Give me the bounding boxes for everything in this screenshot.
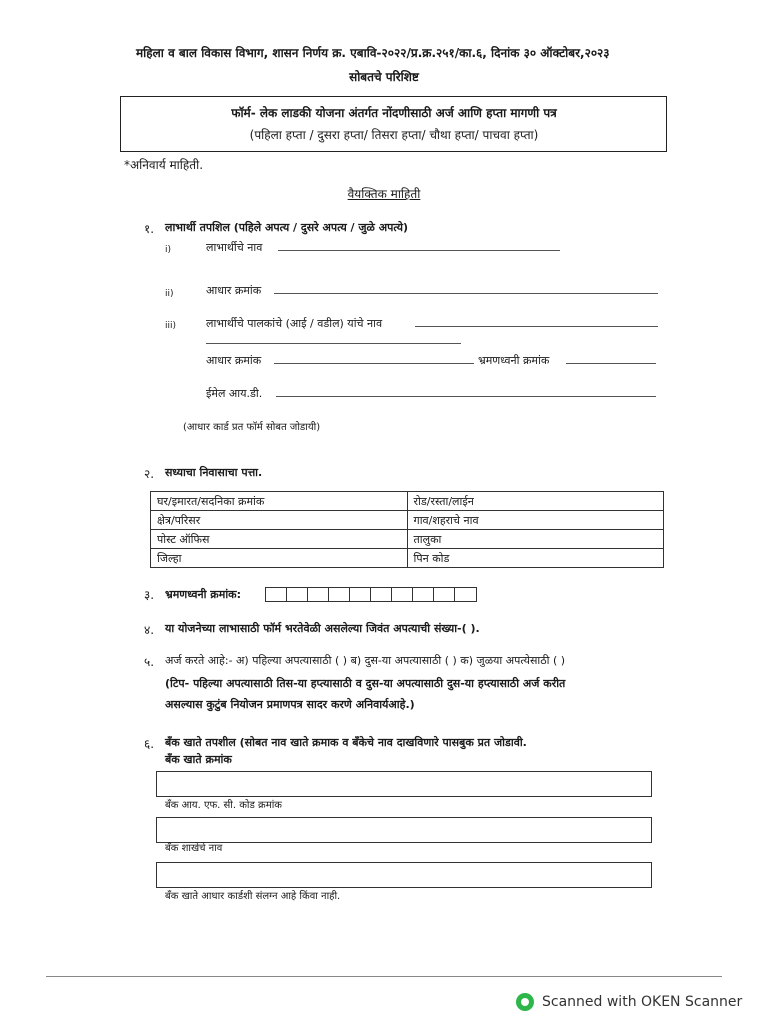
beneficiary-name-line[interactable] (278, 250, 560, 251)
item-marker: i) (165, 245, 172, 255)
installment-options: (पहिला हप्ता / दुसरा हप्ता/ तिसरा हप्ता/ चौथा हप्ता/ पाचवा हप्ता) (249, 128, 539, 142)
section6-title: बँक खाते तपशील (सोबत नाव खाते क्रमाक व बँकेचे नाव दाखविणारे पासबुक प्रत जोडावी. (165, 736, 527, 749)
mobile-digit-box[interactable] (412, 587, 435, 602)
table-row (151, 530, 664, 549)
email-label: ईमेल आय.डी. (206, 387, 263, 400)
address-cell[interactable]: पिन कोड (407, 549, 664, 568)
table-row (151, 492, 664, 511)
mobile-digit-box[interactable] (307, 587, 330, 602)
section-heading: वैयक्तिक माहिती (347, 187, 421, 201)
section5-line1: अर्ज करते आहे:- अ) पहिल्या अपत्यासाठी ( ) ब) दुस-या अपत्यासाठी ( ) क) जुळया अपत्येसाठी ( ) (165, 654, 566, 667)
table-row (151, 511, 664, 530)
bottom-divider (46, 976, 722, 977)
address-cell[interactable]: रोड/रस्ता/लाईन (407, 492, 664, 511)
scanner-text: Scanned with OKEN Scanner (542, 994, 743, 1010)
mobile-digit-box[interactable] (328, 587, 351, 602)
mobile-digit-box[interactable] (433, 587, 456, 602)
mobile-line[interactable] (566, 363, 656, 364)
parent-name-line-2[interactable] (206, 343, 461, 344)
section1-title: लाभार्थी तपशिल (पहिले अपत्य / दुसरे अपत्य / जुळे अपत्ये) (165, 221, 408, 234)
address-cell[interactable]: जिल्हा (151, 549, 408, 568)
address-cell[interactable]: तालुका (407, 530, 664, 549)
section6-number: ६. (144, 737, 155, 751)
section4-number: ४. (144, 623, 155, 637)
mobile-digit-box[interactable] (286, 587, 309, 602)
beneficiary-name-label: लाभार्थीचे नाव (206, 241, 263, 254)
address-cell[interactable]: पोस्ट ऑफिस (151, 530, 408, 549)
table-row (151, 549, 664, 568)
form-title: फॉर्म- लेक लाडकी योजना अंतर्गत नोंदणीसाठी अर्ज आणि हप्ता मागणी पत्र (231, 106, 557, 120)
aadhaar-link-label: बँक खाते आधार कार्डशी संलग्न आहे किंवा नाही. (165, 891, 341, 902)
address-cell[interactable]: गाव/शहराचे नाव (407, 511, 664, 530)
bank-account-field[interactable] (156, 771, 652, 797)
aadhaar-line[interactable] (274, 293, 658, 294)
bank-account-label: बँक खाते क्रमांक (165, 753, 232, 766)
section2-number: २. (144, 467, 155, 481)
aadhaar-copy-note: (आधार कार्ड प्रत फॉर्म सोबत जोडायी) (183, 422, 321, 433)
department-header: महिला व बाल विकास विभाग, शासन निर्णय क्र. एबावि-२०२२/प्र.क्र.२५१/का.६, दिनांक ३० ऑक्टोबर,२०२३ (136, 46, 610, 60)
parent-name-label: लाभार्थीचे पालकांचे (आई / वडील) यांचे नाव (206, 317, 383, 330)
address-cell[interactable]: घर/इमारत/सदनिका क्रमांक (151, 492, 408, 511)
scanner-logo-icon (516, 993, 534, 1011)
section5-note-line1: (टिप- पहिल्या अपत्यासाठी तिस-या हप्त्यासाठी व दुस-या अपत्यासाठी दुस-या हप्त्यासाठी अर्ज करीत (165, 677, 566, 690)
parent-name-line[interactable] (415, 326, 658, 327)
item-marker: ii) (165, 289, 174, 299)
mobile-digit-box[interactable] (454, 587, 477, 602)
mandatory-note: *अनिवार्य माहिती. (124, 158, 204, 172)
address-table (150, 491, 664, 568)
branch-label: बँक शाखेचे नाव (165, 843, 223, 854)
section1-number: १. (144, 222, 155, 236)
section2-title: सध्याचा निवासाचा पत्ता. (165, 466, 263, 479)
annexure-heading: सोबतचे परिशिष्ट (349, 70, 419, 84)
address-cell[interactable]: क्षेत्र/परिसर (151, 511, 408, 530)
mobile-label: भ्रमणध्वनी क्रमांक (478, 354, 550, 367)
aadhaar-label: आधार क्रमांक (206, 284, 262, 297)
ifsc-label: बँक आय. एफ. सी. कोड क्रमांक (165, 800, 282, 811)
scanner-watermark (516, 991, 756, 1013)
ifsc-field[interactable] (156, 817, 652, 843)
parent-aadhaar-label: आधार क्रमांक (206, 354, 262, 367)
mobile-digit-box[interactable] (391, 587, 414, 602)
section3-number: ३. (144, 588, 155, 602)
section5-number: ५. (144, 655, 155, 669)
mobile-digit-box[interactable] (349, 587, 372, 602)
mobile-digit-box[interactable] (370, 587, 393, 602)
email-line[interactable] (276, 396, 656, 397)
parent-aadhaar-line[interactable] (274, 363, 474, 364)
branch-field[interactable] (156, 862, 652, 888)
section5-note-line2: असल्यास कुटुंब नियोजन प्रमाणपत्र सादर करणे अनिवार्यआहे.) (165, 698, 415, 711)
item-marker: iii) (165, 321, 177, 331)
mobile-digit-box[interactable] (265, 587, 288, 602)
section4-text: या योजनेच्या लाभासाठी फॉर्म भरतेवेळी असलेल्या जिवंत अपत्याची संख्या-( ). (165, 622, 480, 635)
section3-title: भ्रमणध्वनी क्रमांक: (165, 588, 242, 601)
